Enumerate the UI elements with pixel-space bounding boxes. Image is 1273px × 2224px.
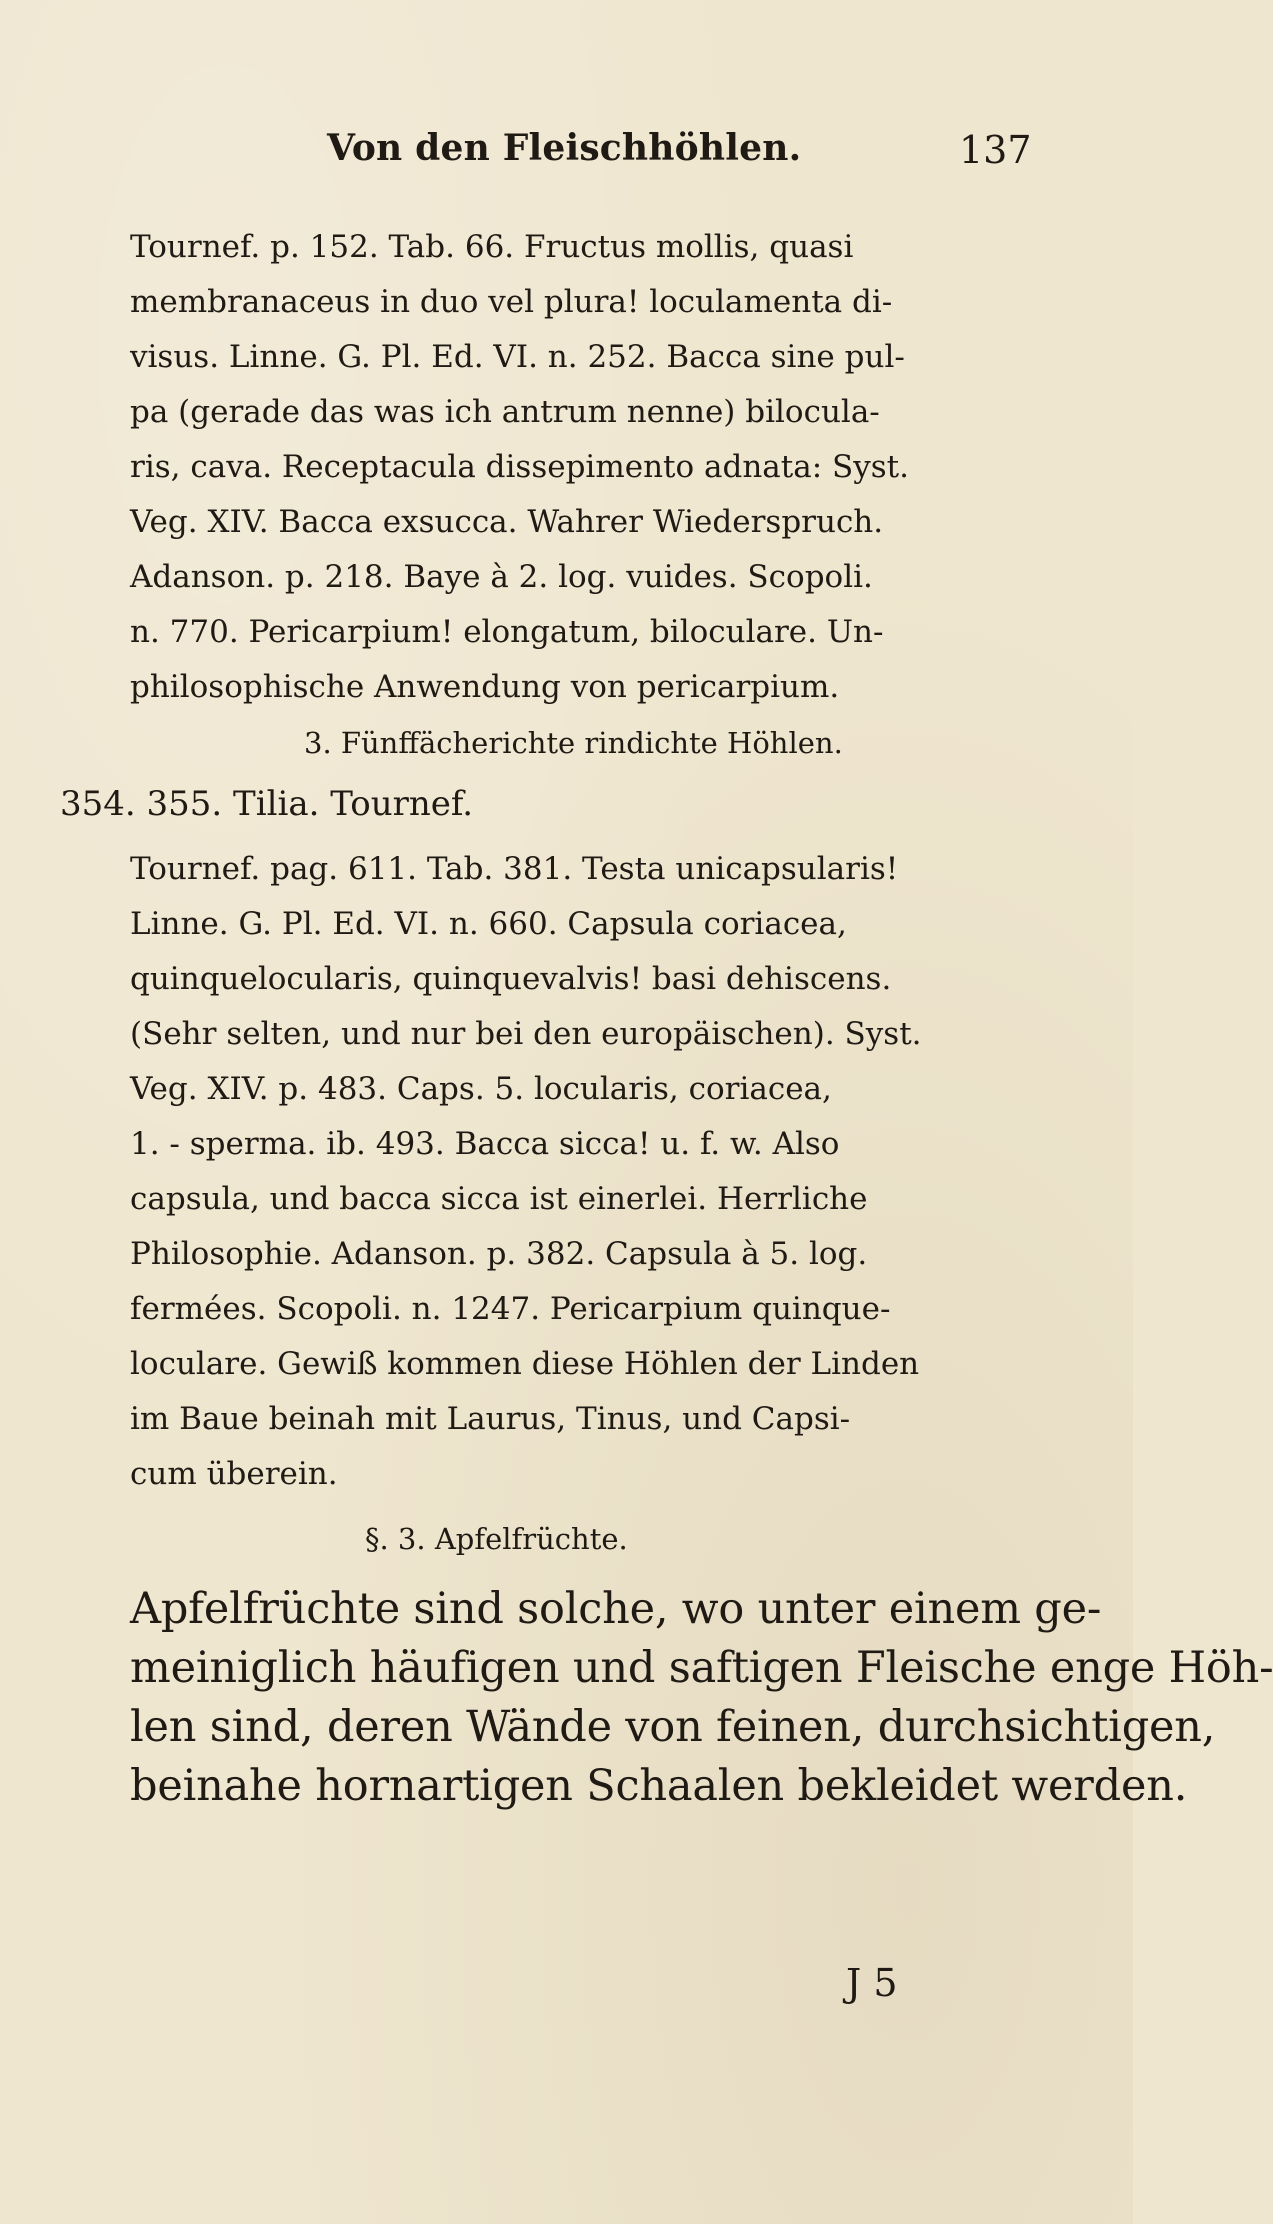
text-line: capsula, und bacca sicca ist einerlei. Herrliche <box>130 1181 868 1217</box>
text-line: pa (gerade das was ich antrum nenne) bilocula- <box>130 394 880 430</box>
text-line: meiniglich häufigen und saftigen Fleische enge Höh- <box>130 1643 1273 1693</box>
text-line: im Baue beinah mit Laurus, Tinus, und Capsi- <box>130 1401 851 1437</box>
text-line: ris, cava. Receptacula dissepimento adnata: Syst. <box>130 449 909 485</box>
text-line: Apfelfrüchte sind solche, wo unter einem ge- <box>130 1584 1102 1634</box>
running-head: Von den Fleischhöhlen. <box>327 127 802 169</box>
text-line: loculare. Gewiß kommen diese Höhlen der Linden <box>130 1346 920 1382</box>
text-line: (Sehr selten, und nur bei den europäischen). Syst. <box>130 1016 922 1052</box>
text-line: membranaceus in duo vel plura! loculamenta di- <box>130 284 893 320</box>
text-line: Tournef. p. 152. Tab. 66. Fructus mollis, quasi <box>130 229 854 265</box>
text-line: Veg. XIV. Bacca exsucca. Wahrer Wiederspruch. <box>130 504 884 540</box>
text-line: Veg. XIV. p. 483. Caps. 5. locularis, coriacea, <box>130 1071 832 1107</box>
text-line: quinquelocularis, quinquevalvis! basi dehiscens. <box>130 961 892 997</box>
signature-mark: J 5 <box>846 1961 898 2005</box>
text-line: fermées. Scopoli. n. 1247. Pericarpium quinque- <box>130 1291 891 1327</box>
text-line: 1. - sperma. ib. 493. Bacca sicca! u. f. w. Also <box>130 1126 840 1162</box>
subheading: 3. Fünffächerichte rindichte Höhlen. <box>304 726 843 760</box>
text-line: Adanson. p. 218. Baye à 2. log. vuides. Scopoli. <box>130 559 873 595</box>
text-line: Linne. G. Pl. Ed. VI. n. 660. Capsula coriacea, <box>130 906 847 942</box>
text-line: len sind, deren Wände von feinen, durchsichtigen, <box>130 1702 1216 1752</box>
text-line: visus. Linne. G. Pl. Ed. VI. n. 252. Bacca sine pul- <box>130 339 905 375</box>
text-line: philosophische Anwendung von pericarpium. <box>130 669 840 705</box>
text-line: cum überein. <box>130 1456 338 1492</box>
section-heading: 354. 355. Tilia. Tournef. <box>60 784 474 824</box>
text-line: Philosophie. Adanson. p. 382. Capsula à 5. log. <box>130 1236 868 1272</box>
text-line: Tournef. pag. 611. Tab. 381. Testa unicapsularis! <box>130 851 899 887</box>
section-heading: §. 3. Apfelfrüchte. <box>365 1522 628 1556</box>
page-number: 137 <box>959 128 1032 172</box>
text-line: n. 770. Pericarpium! elongatum, biloculare. Un- <box>130 614 884 650</box>
text-line: beinahe hornartigen Schaalen bekleidet werden. <box>130 1761 1188 1811</box>
